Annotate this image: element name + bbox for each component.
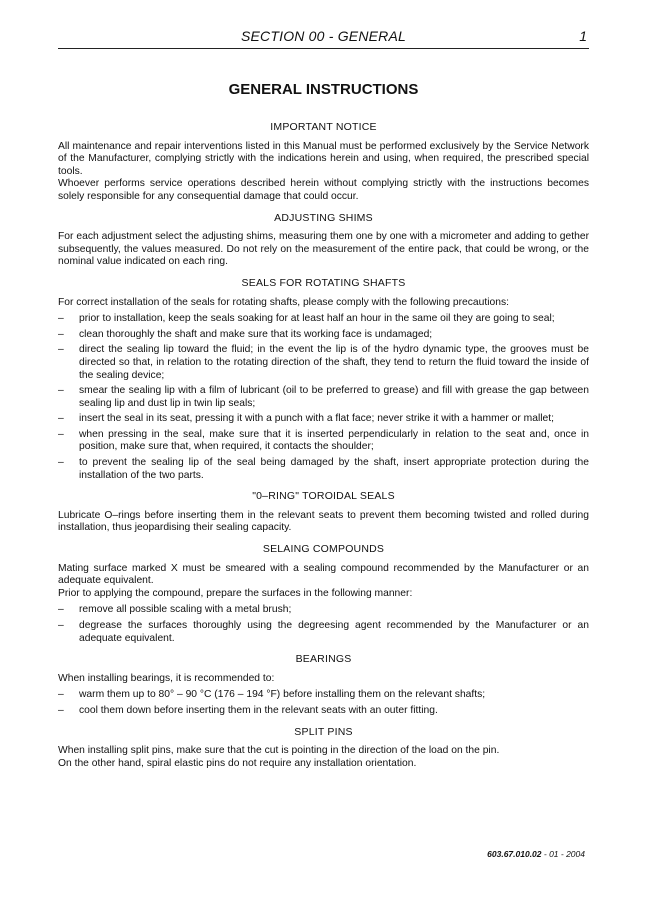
precautions-list [58, 313, 589, 482]
list-item [58, 429, 589, 454]
list-item-text: insert the seal in its seat, pressing it with a punch with a flat face; never strike it with a hammer or mallet; [79, 413, 555, 425]
list-item [58, 344, 589, 382]
section-sealing-compounds [58, 543, 589, 645]
list-dash: – [58, 428, 64, 440]
document-body [58, 121, 589, 778]
list-item [58, 313, 589, 326]
list-item-text: to prevent the sealing lip of the seal being damaged by the shaft, insert appropriate protection during the installation of the two parts. [79, 457, 589, 481]
page-header [58, 28, 589, 49]
list-dash: – [58, 413, 64, 425]
section-o-ring-seals [58, 490, 589, 535]
list-dash: – [58, 620, 64, 631]
paragraph: Lubricate O–rings before inserting them in the relevant seats to prevent them becoming twisted and rolled during installation, thus jeopardising their sealing capacity. [58, 509, 589, 534]
section-heading: SEALS FOR ROTATING SHAFTS [241, 276, 406, 289]
bearings-list [58, 689, 589, 717]
section-heading: IMPORTANT NOTICE [270, 121, 377, 133]
paragraph: For each adjustment select the adjusting shims, measuring them one by one with a micrometer and adding to gether subsequently, the values measured. Do not rely on the measurement of the entire pack, that could be wrong, or the nominal value indicated on each ring. [58, 231, 589, 268]
section-adjusting-shims [58, 212, 589, 269]
section-heading: SELAING COMPOUNDS [262, 543, 385, 556]
page-footer [487, 849, 585, 859]
list-dash: – [58, 385, 64, 397]
list-item [58, 620, 589, 645]
list-dash: – [58, 704, 64, 716]
list-item [58, 385, 589, 410]
list-item-text: warm them up to 80° – 90 °C (176 – 194 °F) before installing them on the relevant shafts; [79, 689, 486, 701]
list-item-text: prior to installation, keep the seals soaking for at least half an hour in the same oil they are going to seal; [79, 313, 555, 325]
paragraph: Mating surface marked X must be smeared with a sealing compound recommended by the Manufacturer or an adequate equivalent. [58, 562, 589, 587]
list-dash: – [58, 313, 64, 325]
list-item [58, 413, 589, 426]
list-item-text: remove all possible scaling with a metal brush; [79, 604, 292, 616]
section-title: SECTION 00 - GENERAL [240, 28, 407, 44]
list-item [58, 705, 589, 718]
paragraph: On the other hand, spiral elastic pins do not require any installation orientation. [58, 757, 417, 769]
section-heading: BEARINGS [295, 653, 352, 666]
list-item [58, 329, 589, 342]
section-important-notice [58, 121, 589, 204]
paragraph: When installing split pins, make sure that the cut is pointing in the direction of the load on the pin. [58, 745, 500, 757]
document-code: 603.67.010.02 [487, 849, 542, 859]
section-bearings [58, 653, 589, 717]
section-heading: ADJUSTING SHIMS [274, 211, 373, 224]
list-dash: – [58, 689, 64, 701]
section-seals-rotating-shafts [58, 277, 589, 482]
list-item-text: direct the sealing lip toward the fluid; in the event the lip is of the hydro dynamic type, the grooves must be directed so that, in relation to the rotating direction of the shaft, they tend to return the fluid toward the inside of the sealing device; [79, 344, 589, 381]
list-dash: – [58, 457, 64, 469]
paragraph: When installing bearings, it is recommended to: [58, 672, 275, 684]
list-item [58, 604, 589, 617]
list-item-text: smear the sealing lip with a film of lubricant (oil to be preferred to grease) and fill with grease the gap between sealing lip and dust lip in twin lip seals; [79, 385, 589, 409]
paragraph: For correct installation of the seals for rotating shafts, please comply with the following precautions: [58, 296, 509, 308]
preparation-list [58, 604, 589, 645]
section-heading: "0–RING" TOROIDAL SEALS [252, 490, 395, 503]
page-number: 1 [579, 28, 587, 44]
section-split-pins [58, 726, 589, 771]
list-dash: – [58, 328, 64, 340]
document-date: - 01 - 2004 [541, 849, 585, 859]
paragraph: Prior to applying the compound, prepare the surfaces in the following manner: [58, 587, 413, 599]
list-item-text: cool them down before inserting them in the relevant seats with an outer fitting. [79, 704, 438, 716]
list-item-text: when pressing in the seal, make sure that it is inserted perpendicularly in relation to the seat and, once in position, make sure that, when required, it contacts the shoulder; [79, 428, 589, 453]
section-heading: SPLIT PINS [294, 725, 353, 738]
list-item [58, 457, 589, 482]
document-title: GENERAL INSTRUCTIONS [228, 81, 419, 98]
list-item [58, 689, 589, 702]
list-item-text: degrease the surfaces thoroughly using the degreesing agent recommended by the Manufacturer or an adequate equivalent. [79, 620, 589, 644]
list-dash: – [58, 604, 64, 616]
list-dash: – [58, 344, 64, 356]
list-item-text: clean thoroughly the shaft and make sure that its working face is undamaged; [79, 328, 433, 340]
paragraph: All maintenance and repair interventions listed in this Manual must be performed exclusively by the Service Network of the Manufacturer, complying strictly with the indications herein and using, when required, the prescribed special tools. [58, 140, 589, 177]
paragraph: Whoever performs service operations described herein without complying strictly with the instructions becomes solely responsible for any consequential damage that could occur. [58, 178, 589, 202]
